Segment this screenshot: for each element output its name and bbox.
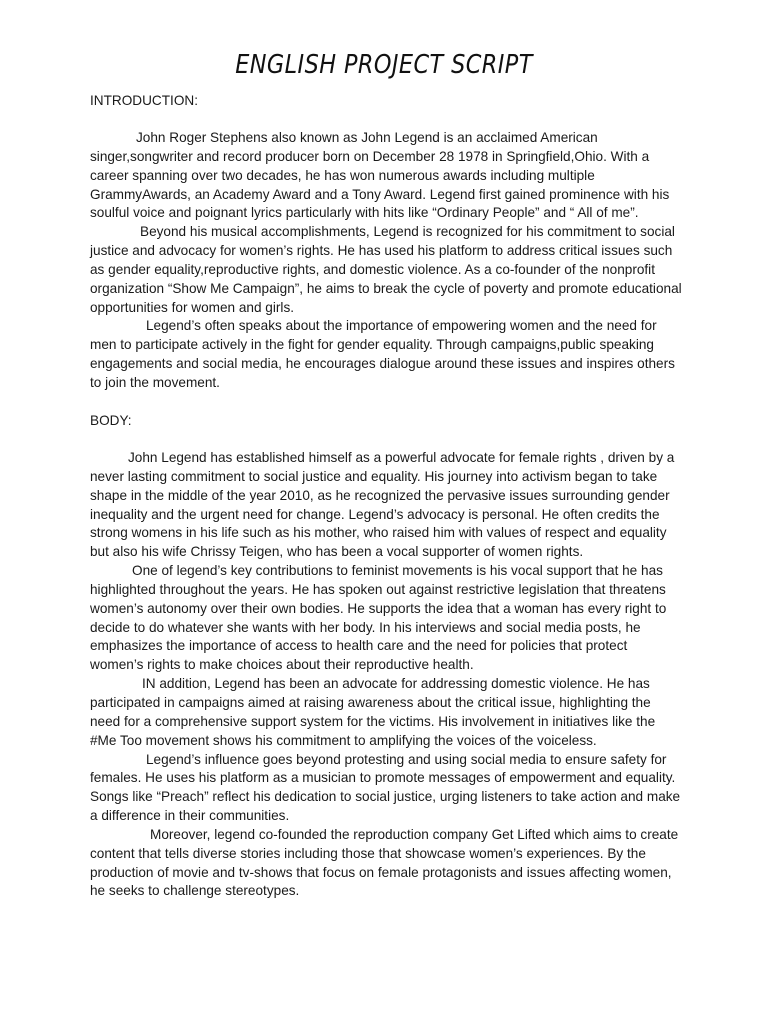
- introduction-heading: INTRODUCTION:: [90, 93, 198, 108]
- body-heading: BODY:: [90, 413, 132, 428]
- body-section: [90, 449, 682, 901]
- body-paragraph: John Legend has established himself as a powerful advocate for female rights , driven by a never lasting commitment to social justice and equality. His journey into activism began to take shape in the middle of the year 2010, as he recognized the pervasive issues surrounding gender inequality and the urgent need for change. Legend’s advocacy is personal. He often credits the strong womens in his life such as his mother, who raised him with values of respect and equality but also his wife Chrissy Teigen, who has been a vocal supporter of women rights.: [90, 450, 675, 560]
- body-paragraph: IN addition, Legend has been an advocate for addressing domestic violence. He has participated in campaigns aimed at raising awareness about the critical issue, highlighting the need for a comprehensive support system for the victims. His involvement in initiatives like the #Me Too movement shows his commitment to amplifying the voices of the voiceless.: [90, 676, 656, 748]
- intro-paragraph: John Roger Stephens also known as John Legend is an acclaimed American singer,songwriter and record producer born on December 28 1978 in Springfield,Ohio. With a career spanning over two decades, he has won numerous awards including multiple GrammyAwards, an Academy Award and a Tony Award. Legend first gained prominence with his soulful voice and poignant lyrics particularly with hits like “Ordinary People” and “ All of me”.: [90, 130, 670, 221]
- body-paragraph: Legend’s influence goes beyond protesting and using social media to ensure safety for females. He uses his platform as a musician to promote messages of empowerment and equality. Songs like “Preach” reflect his dedication to social justice, urging listeners to take action and make a difference in their communities.: [90, 751, 681, 824]
- body-paragraph: One of legend’s key contributions to feminist movements is his vocal support that he has highlighted throughout the years. He has spoken out against restrictive legislation that threatens women’s autonomy over their own bodies. He supports the idea that a woman has every right to decide to do whatever she wants with her body. In his interviews and social media posts, he emphasizes the importance of access to health care and the need for policies that protect women’s rights to make choices about their reproductive health.: [90, 563, 667, 673]
- intro-paragraph: Legend’s often speaks about the importance of empowering women and the need for men to participate actively in the fight for gender equality. Through campaigns,public speaking engagements and social media, he encourages dialogue around these issues and inspires others to join the movement.: [90, 318, 675, 390]
- body-paragraph: Moreover, legend co-founded the reproduction company Get Lifted which aims to create content that tells diverse stories including those that showcase women’s experiences. By the production of movie and tv-shows that focus on female protagonists and issues affecting women, he seeks to challenge stereotypes.: [90, 826, 679, 899]
- introduction-section: [90, 129, 682, 393]
- intro-paragraph: Beyond his musical accomplishments, Legend is recognized for his commitment to social justice and advocacy for women’s rights. He has used his platform to address critical issues such as gender equality,reproductive rights, and domestic violence. As a co-founder of the nonprofit organization “Show Me Campaign”, he aims to break the cycle of poverty and promote educational opportunities for women and girls.: [90, 224, 682, 315]
- document-title: ENGLISH PROJECT SCRIPT: [235, 50, 533, 80]
